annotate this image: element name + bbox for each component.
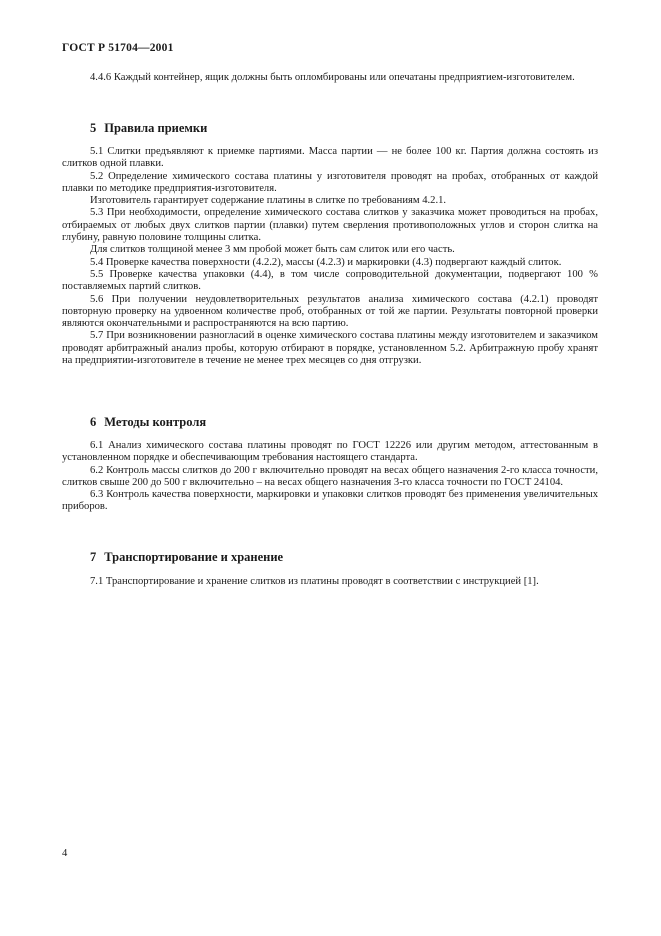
section-number: 5 [90,121,97,135]
paragraph: Для слитков толщиной менее 3 мм пробой может быть сам слиток или его часть. [90,244,455,256]
intro-block [62,72,598,84]
paragraph: 6.3 Контроль качества поверхности, маркировки и упаковки слитков проводят без применения увеличительных приборов. [62,489,598,513]
section-7-heading [90,550,283,565]
paragraph: 5.7 При возникновении разногласий в оценке химического состава платины между изготовителем и заказчиком проводят арбитражный анализ пробы, которую отбирают в порядке, установленном 5.2. Арбитражную пробу хранят на предприятии-изготовителе в течение не менее трех месяцев со дня отгрузки. [62,330,598,367]
paragraph: 5.5 Проверке качества упаковки (4.4), в том числе сопроводительной документации, подвергают 100 % поставляемых партий слитков. [62,268,598,293]
document-code: ГОСТ Р 51704—2001 [62,42,174,54]
section-title: Методы контроля [104,415,207,429]
paragraph: 4.4.6 Каждый контейнер, ящик должны быть опломбированы или опечатаны предприятием-изготовителем. [90,72,575,83]
section-5-heading [90,121,207,136]
paragraph: 5.3 При необходимости, определение химического состава слитков у заказчика может проводиться на пробах, отбираемых от любых двух слитков партии (плавки) путем сверления противоположных углов и сторон слитка на глубину, равную половине толщины слитка. [62,207,598,244]
paragraph: Изготовитель гарантирует содержание платины в слитке по требованиям 4.2.1. [90,195,447,207]
section-number: 6 [90,415,97,429]
paragraph: 6.2 Контроль массы слитков до 200 г включительно проводят на весах общего назначения 2-го класса точности, слитков свыше 200 до 500 г включительно – на весах общего назначения 3-го класса точности по ГОСТ 24104. [62,464,598,488]
paragraph: 7.1 Транспортирование и хранение слитков из платины проводят в соответствии с инструкцией [1]. [90,576,539,587]
section-number: 7 [90,550,97,564]
paragraph: 5.2 Определение химического состава платины у изготовителя проводят на пробах, отобранных от каждой плавки по методике предприятия-изготовителя. [62,170,598,194]
section-5-body [62,146,598,367]
section-title: Правила приемки [104,121,208,135]
section-title: Транспортирование и хранение [104,550,284,564]
section-7-body [62,576,598,588]
section-6-heading [90,415,206,430]
page-number: 4 [62,848,68,859]
paragraph: 5.6 При получении неудовлетворительных результатов анализа химического состава (4.2.1) проводят повторную проверку на удвоенном количестве проб, отобранных от той же партии. Результаты повторной проверки являются окончательными и распространяются на всю партию. [62,293,598,330]
paragraph: 5.4 Проверке качества поверхности (4.2.2), массы (4.2.3) и маркировки (4.3) подвергают каждый слиток. [90,256,562,268]
section-6-body [62,440,598,514]
paragraph: 6.1 Анализ химического состава платины проводят по ГОСТ 12226 или другим методом, аттестованным в установленном порядке и обеспечивающим требования настоящего стандарта. [62,440,598,464]
paragraph: 5.1 Слитки предъявляют к приемке партиями. Масса партии — не более 100 кг. Партия должна состоять из слитков одной плавки. [62,146,598,170]
